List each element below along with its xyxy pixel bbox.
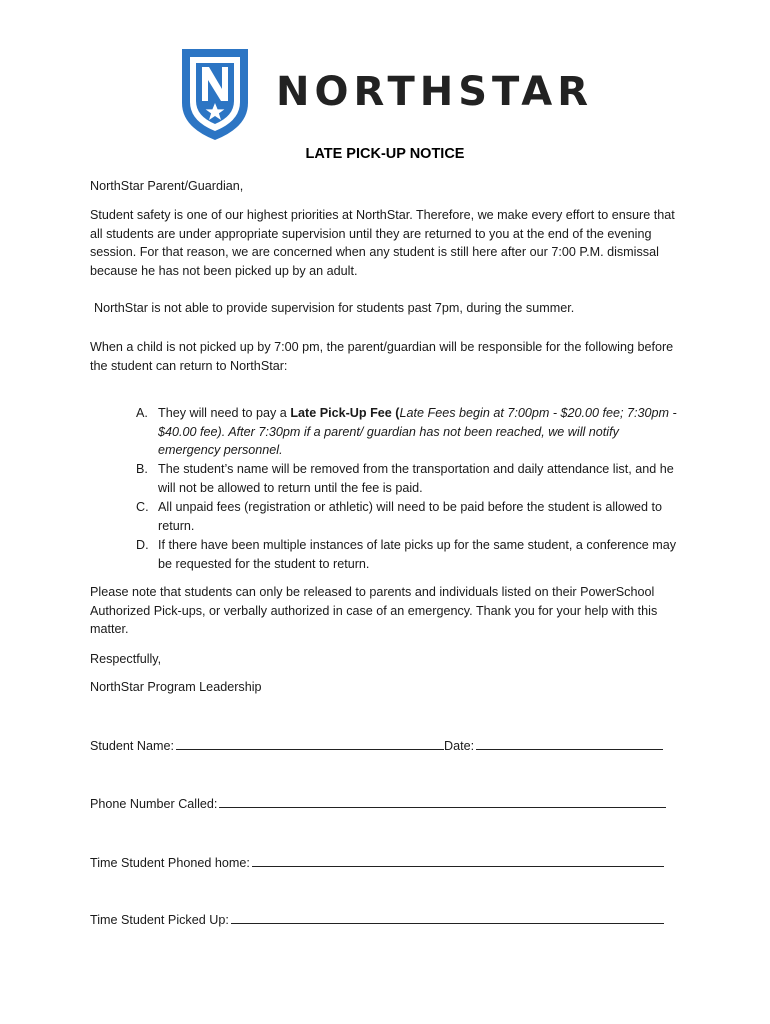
northstar-shield-logo bbox=[178, 45, 252, 143]
list-item-d bbox=[136, 536, 681, 573]
list-item-c bbox=[136, 498, 681, 535]
phone-number-line[interactable] bbox=[219, 795, 666, 808]
list-item-a-text: They will need to pay a bbox=[158, 406, 291, 420]
paragraph-release-policy: Please note that students can only be released to parents and individuals listed on their PowerSchool Authorized Pick-ups, or verbally authorized in case of an emergency. Thank you for your help with this matter. bbox=[90, 585, 658, 637]
list-item-c-text: All unpaid fees (registration or athletic) will need to be paid before the student is allowed to return. bbox=[158, 500, 663, 533]
salutation: NorthStar Parent/Guardian, bbox=[90, 179, 244, 193]
list-letter: C. bbox=[136, 500, 149, 514]
signature: NorthStar Program Leadership bbox=[90, 680, 262, 694]
phone-number-label: Phone Number Called: bbox=[90, 797, 218, 811]
time-phoned-field[interactable] bbox=[90, 854, 664, 872]
list-item-d-text: If there have been multiple instances of late picks up for the same student, a conference may be requested for the student to return. bbox=[158, 538, 677, 571]
time-picked-up-line[interactable] bbox=[231, 911, 664, 924]
student-name-field[interactable] bbox=[90, 737, 663, 755]
student-name-label: Student Name: bbox=[90, 739, 175, 753]
time-picked-up-label: Time Student Picked Up: bbox=[90, 913, 229, 927]
list-item-b bbox=[136, 460, 681, 497]
late-fee-label: Late Pick-Up Fee bbox=[290, 406, 392, 420]
northstar-wordmark: NORTHSTAR bbox=[276, 69, 593, 115]
list-item-a: A. They will need to pay a Late Pick-Up Fee (Late Fees begin at 7:00pm - $20.00 fee; 7:30pm - $40.00 fee). After 7:30pm if a parent/ guardian has not been reached, we will notify emergency personnel. bbox=[136, 406, 677, 458]
list-letter: D. bbox=[136, 538, 149, 552]
time-phoned-line[interactable] bbox=[252, 854, 664, 867]
paragraph-responsibility: When a child is not picked up by 7:00 pm, the parent/guardian will be responsible for the following before the student can return to NorthStar: bbox=[90, 340, 674, 373]
notice-title: LATE PICK-UP NOTICE bbox=[305, 146, 465, 162]
closing: Respectfully, bbox=[90, 652, 162, 666]
list-letter: B. bbox=[136, 462, 148, 476]
date-line[interactable] bbox=[476, 737, 663, 750]
student-name-line[interactable] bbox=[176, 737, 444, 750]
list-item-b-text: The student’s name will be removed from the transportation and daily attendance list, and he will not be allowed to return until the fee is paid. bbox=[158, 462, 674, 495]
list-letter: A. bbox=[136, 406, 148, 420]
paragraph-safety: Student safety is one of our highest priorities at NorthStar. Therefore, we make every effort to ensure that all students are under appropriate supervision until they are returned to you at the end of the evening session. For that reason, we are concerned when any student is still here after our 7:00 P.M. dismissal because he has not been picked up by an adult. bbox=[90, 208, 675, 278]
date-label: Date: bbox=[444, 739, 475, 753]
time-picked-up-field[interactable] bbox=[90, 911, 664, 929]
late-fee-details: Late Fees begin at 7:00pm - $20.00 fee; 7:30pm - $40.00 fee). After 7:30pm if a parent/ guardian has not been reached, we will notify emergency personnel. bbox=[158, 406, 677, 458]
time-phoned-label: Time Student Phoned home: bbox=[90, 856, 250, 870]
paragraph-supervision: NorthStar is not able to provide supervision for students past 7pm, during the summer. bbox=[94, 301, 575, 315]
phone-number-field[interactable] bbox=[90, 795, 666, 813]
